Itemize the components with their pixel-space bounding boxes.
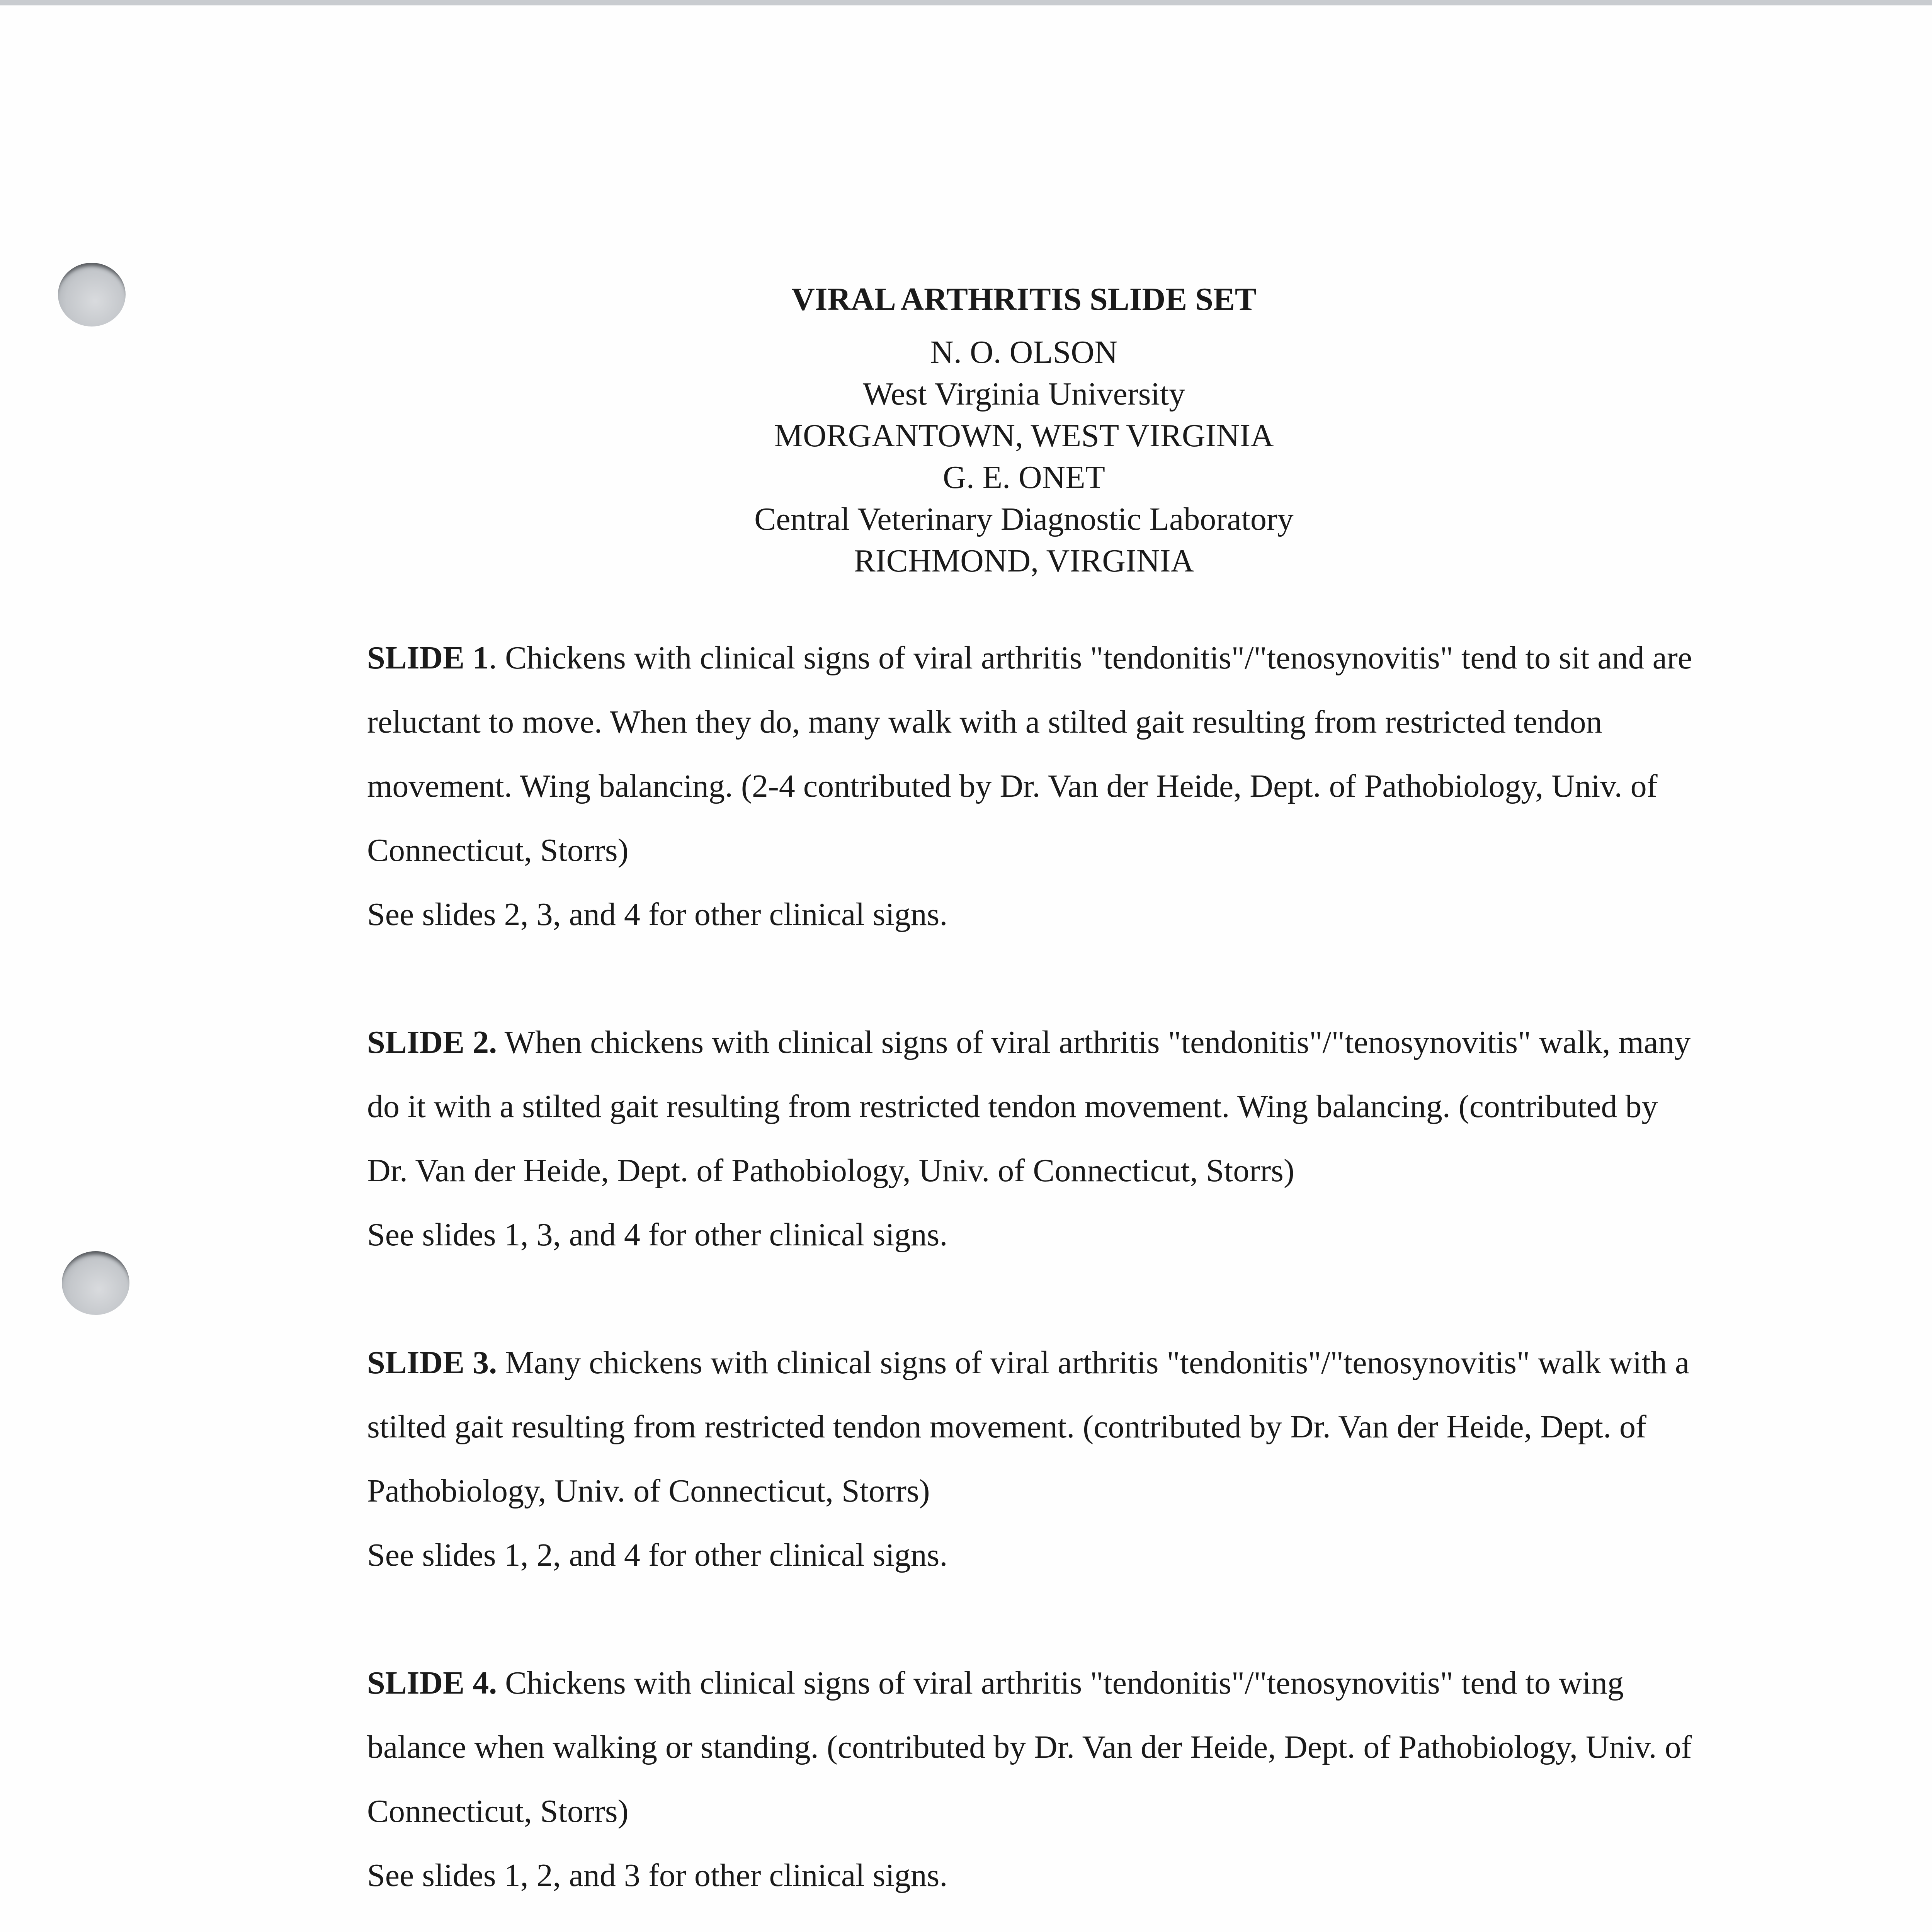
slide-text: Many chickens with clinical signs of viral arthritis "tendonitis"/"tenosynovitis" walk with a stilted gait resulting from restricted tendon movement. (contributed by Dr. Van der Heide, Dept. of Pathobiology, Univ. of Connecticut, Storrs): [367, 1345, 1690, 1509]
slide-label: SLIDE 3.: [367, 1345, 497, 1381]
slide-entry-4: [367, 1651, 1700, 1908]
document-title: VIRAL ARTHRITIS SLIDE SET: [791, 281, 1257, 317]
slide-text: . Chickens with clinical signs of viral arthritis "tendonitis"/"tenosynovitis" tend to sit and are reluctant to move. When they do, many walk with a stilted gait resulting from restricted tendon movement. Wing balancing. (2-4 contributed by Dr. Van der Heide, Dept. of Pathobiology, Univ. of Connecticut, Storrs): [367, 640, 1692, 868]
scan-top-edge: [0, 0, 1932, 5]
document-header: [502, 278, 1546, 582]
slide-see-also: See slides 1, 2, and 4 for other clinical signs.: [367, 1537, 948, 1573]
slide-see-also: See slides 1, 2, and 3 for other clinical signs.: [367, 1857, 948, 1893]
slide-see-also: See slides 2, 3, and 4 for other clinical signs.: [367, 896, 948, 932]
slide-text: When chickens with clinical signs of viral arthritis "tendonitis"/"tenosynovitis" walk, many do it with a stilted gait resulting from restricted tendon movement. Wing balancing. (contributed by Dr. Van der Heide, Dept. of Pathobiology, Univ. of Connecticut, Storrs): [367, 1024, 1691, 1189]
author-location-2: RICHMOND, VIRGINIA: [854, 543, 1194, 579]
slide-label: SLIDE 4.: [367, 1665, 497, 1701]
slide-entry-1: [367, 626, 1700, 947]
binder-hole-middle: [62, 1251, 129, 1315]
author-affiliation-1: West Virginia University: [862, 376, 1185, 412]
slide-label: SLIDE 1: [367, 640, 489, 676]
author-affiliation-2: Central Veterinary Diagnostic Laboratory: [754, 501, 1294, 537]
binder-hole-top: [58, 263, 126, 327]
author-name-1: N. O. OLSON: [930, 334, 1118, 370]
slide-descriptions: [367, 626, 1700, 1932]
author-name-2: G. E. ONET: [943, 459, 1105, 495]
slide-see-also: See slides 1, 3, and 4 for other clinical signs.: [367, 1217, 948, 1253]
slide-entry-3: [367, 1331, 1700, 1587]
slide-label: SLIDE 2.: [367, 1024, 497, 1060]
author-location-1: MORGANTOWN, WEST VIRGINIA: [774, 418, 1274, 454]
slide-text: Chickens with clinical signs of viral arthritis "tendonitis"/"tenosynovitis" tend to wing balance when walking or standing. (contributed by Dr. Van der Heide, Dept. of Pathobiology, Univ. of Connecticut, Storrs): [367, 1665, 1692, 1829]
slide-entry-2: [367, 1010, 1700, 1267]
